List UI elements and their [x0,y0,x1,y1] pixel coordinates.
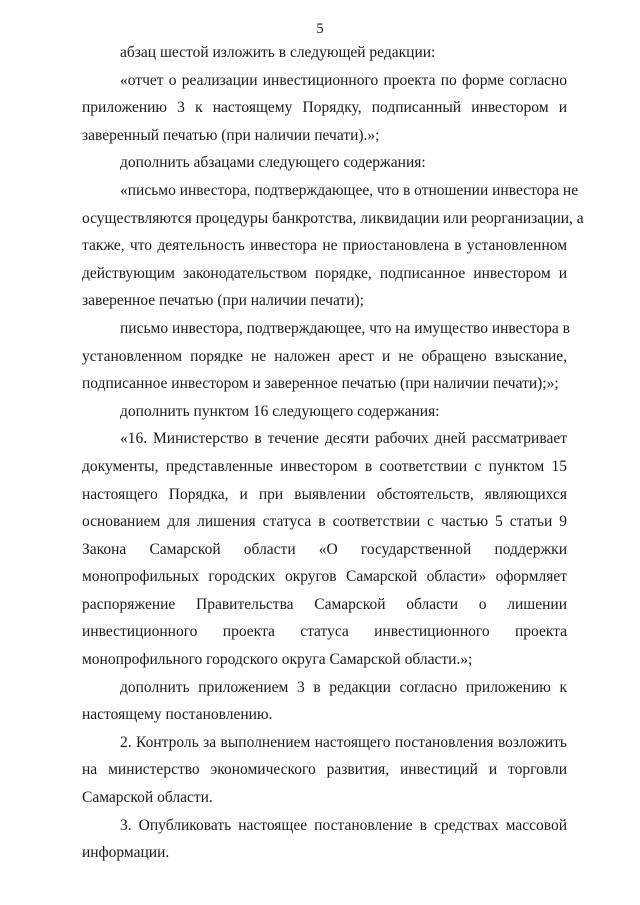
paragraph-line: «отчет о реализации инвестиционного проекта по форме согласно [120,71,567,89]
paragraph [82,729,567,812]
paragraph-line: монопрофильных городских округов Самарской области» оформляет [82,568,567,586]
paragraph-line: документы, представленные инвестором в соответствии с пунктом 15 [82,457,567,475]
paragraph-line: также, что деятельность инвестора не приостановлена в установленном [82,237,567,255]
paragraph-line: дополнить абзацами следующего содержания: [120,154,426,172]
paragraph [82,67,567,150]
paragraph-line: письмо инвестора, подтверждающее, что на имущество инвестора в [120,319,570,337]
paragraph-line: информации. [82,844,170,862]
paragraph [82,674,567,729]
document-body [82,39,584,867]
paragraph-line: Самарской области. [82,789,213,807]
paragraph-line: приложению 3 к настоящему Порядку, подписанный инвестором и [82,99,567,117]
paragraph-line: распоряжение Правительства Самарской области о лишении [82,595,567,613]
paragraph-line: монопрофильного городского округа Самарской области.»; [82,651,473,669]
paragraph-line: дополнить приложением 3 в редакции согласно приложению к [120,678,567,696]
paragraph-line: «письмо инвестора, подтверждающее, что в отношении инвестора не [120,181,579,199]
paragraph-line: действующим законодательством порядке, подписанное инвестором и [82,264,567,282]
paragraph-line: дополнить пунктом 16 следующего содержания: [120,402,440,420]
paragraph-line: 3. Опубликовать настоящее постановление в средствах массовой [120,816,567,834]
paragraph [82,149,567,177]
paragraph-line: установленном порядке не наложен арест и не обращено взыскание, [82,347,567,365]
paragraph-line: настоящего Порядка, и при выявлении обстоятельств, являющихся [82,485,567,503]
paragraph-line: 2. Контроль за выполнением настоящего постановления возложить [120,733,567,751]
paragraph-line: основанием для лишения статуса в соответствии с частью 5 статьи 9 [82,513,567,531]
paragraph [82,39,567,67]
paragraph-line: абзац шестой изложить в следующей редакции: [120,44,436,61]
paragraph-line: настоящему постановлению. [82,706,273,724]
page-number: 5 [316,21,324,37]
paragraph-line: заверенное печатью (при наличии печати); [82,292,364,310]
paragraph-line: подписанное инвестором и заверенное печатью (при наличии печати);»; [82,375,559,393]
paragraph [82,177,584,315]
paragraph-line: инвестиционного проекта статуса инвестиционного проекта [82,623,567,641]
paragraph-line: на министерство экономического развития, инвестиций и торговли [82,761,567,779]
paragraph-line: осуществляются процедуры банкротства, ликвидации или реорганизации, а [82,209,584,227]
paragraph [82,315,570,398]
paragraph [82,398,567,426]
paragraph [82,425,567,673]
paragraph-line: заверенный печатью (при наличии печати).»; [82,126,380,144]
paragraph [82,812,567,867]
paragraph-line: «16. Министерство в течение десяти рабочих дней рассматривает [120,430,567,448]
paragraph-line: Закона Самарской области «О государственной поддержки [82,540,567,558]
